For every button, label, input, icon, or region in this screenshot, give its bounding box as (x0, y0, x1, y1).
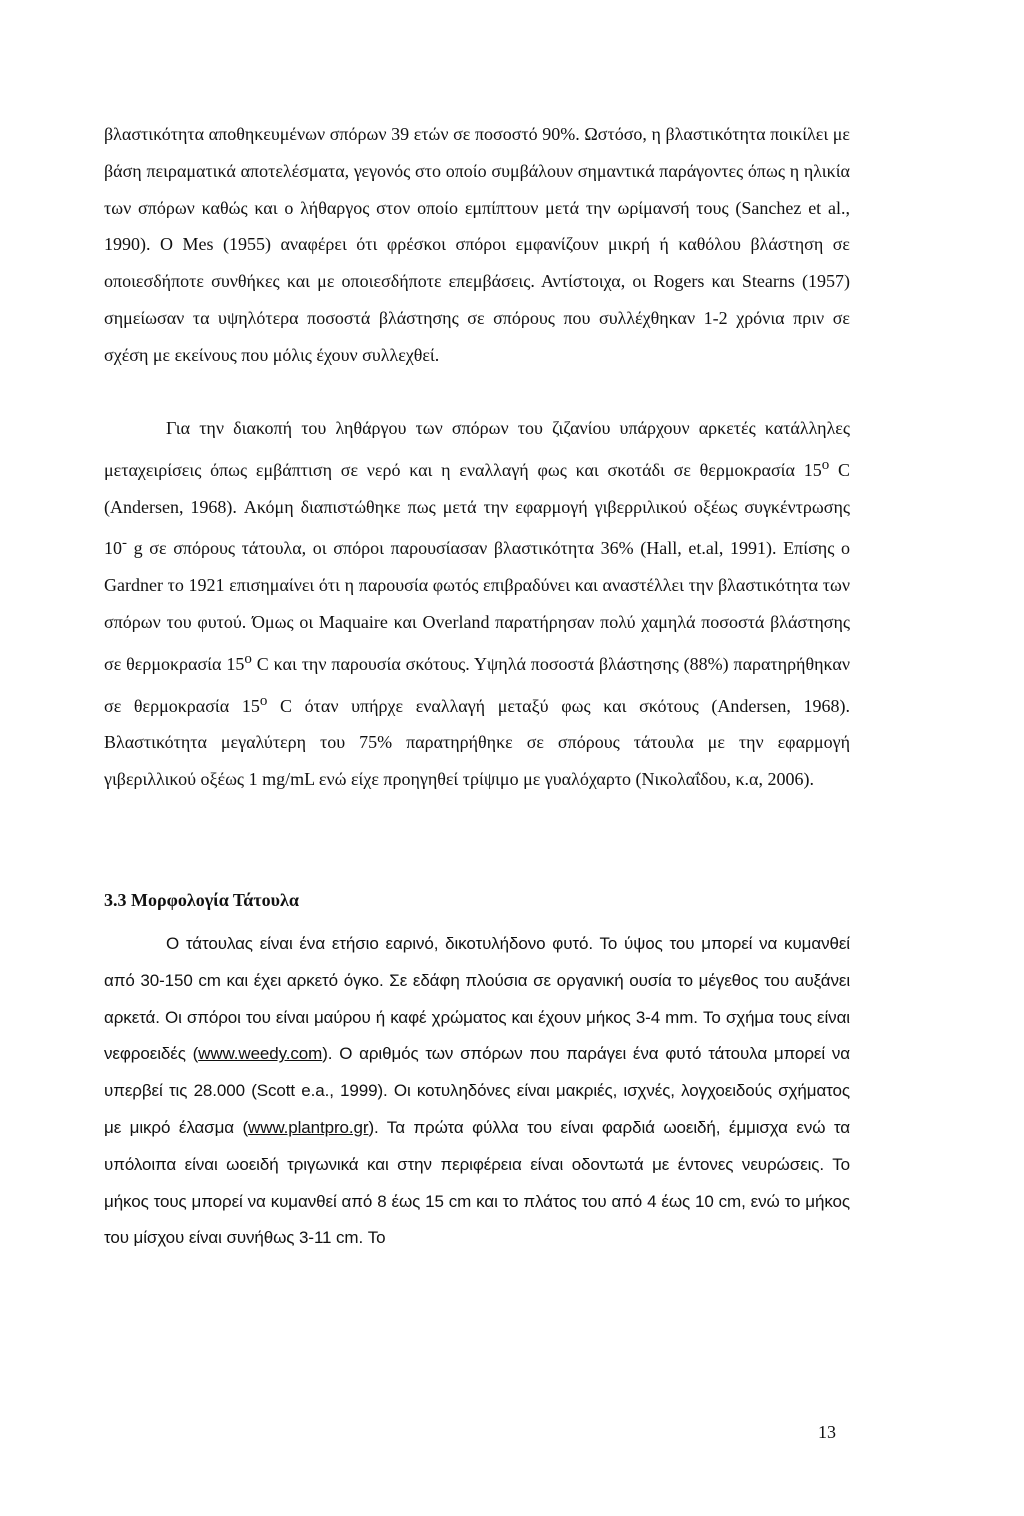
paragraph-seed-germination (104, 116, 850, 374)
paragraph-text: Ο τάτουλας είναι ένα ετήσιο εαρινό, δικοτυλήδονο φυτό. Το ύψος του μπορεί να κυμανθεί από 30-150 cm και έχει αρκετό όγκο. Σε εδάφη πλούσια σε οργανική ουσία το μέγεθος του αυξάνει αρκετά. Οι σπόροι του είναι μαύρου ή καφέ χρώματος και έχουν μήκος 3-4 mm. Το σχήμα τους είναι νεφροειδές ( (104, 934, 850, 1064)
paragraph-text: C (Andersen, 1968). Ακόμη διαπιστώθηκε πως μετά την εφαρμογή γιβερριλικού οξέως συγκέντρωσης 10 (104, 459, 850, 559)
paragraph-text: βλαστικότητα αποθηκευμένων σπόρων 39 ετών σε ποσοστό 90%. Ωστόσο, η βλαστικότητα ποικίλει με βάση πειραματικά αποτελέσματα, γεγονός στο οποίο συμβάλουν σημαντικά παράγοντες όπως η ηλικία των σπόρων καθώς και ο λήθαργος στον οποίο εμπίπτουν μετά την ωρίμανσή τους (Sanchez et al., 1990). Ο Mes (1955) αναφέρει ότι φρέσκοι σπόροι εμφανίζουν μικρή ή καθόλου βλάστηση σε οποιεσδήποτε συνθήκες και με οποιεσδήποτε επεμβάσεις. Αντίστοιχα, οι Rogers και Stearns (1957) σημείωσαν τα υψηλότερα ποσοστά βλάστησης σε σπόρους που συλλέχθηκαν 1-2 χρόνια πριν σε σχέση με εκείνους που μόλις έχουν συλλεχθεί. (104, 124, 850, 365)
page-number: 13 (818, 1422, 836, 1442)
section-heading: 3.3 Μορφολογία Τάτουλα (104, 890, 299, 910)
paragraph-text: ). Τα πρώτα φύλλα του είναι φαρδιά ωοειδή, έμμισχα ενώ τα υπόλοιπα είναι ωοειδή τριγωνικά και στην περιφέρεια είναι οδοντωτά με έντονες νευρώσεις. Το μήκος τους μπορεί να κυμανθεί από 8 έως 15 cm και το πλάτος του από 4 έως 10 cm, ενώ το μήκος του μίσχου είναι συνήθως 3-11 cm. Το (104, 1117, 850, 1248)
paragraph-morphology (104, 926, 850, 1257)
paragraph-text: Για την διακοπή του ληθάργου των σπόρων του ζιζανίου υπάρχουν αρκετές κατάλληλες μεταχειρίσεις όπως εμβάπτιση σε νερό και η εναλλαγή φως και σκοτάδι σε θερμοκρασία 15 (104, 418, 850, 480)
superscript-degree: o (244, 650, 252, 667)
paragraph-dormancy-treatments (104, 410, 850, 798)
paragraph-text: g σε σπόρους τάτουλα, οι σπόροι παρουσίασαν βλαστικότητα 36% (Hall, et.al, 1991). Επίσης ο Gardner το 1921 επισημαίνει ότι η παρουσία φωτός επιβραδύνει και αναστέλλει την βλαστικότητα των σπόρων του φυτού. Όμως οι Maquaire και Overland παρατήρησαν πολύ χαμηλά ποσοστά βλάστησης σε θερμοκρασία 15 (104, 538, 850, 674)
plantpro-link[interactable]: www.plantpro.gr (248, 1117, 369, 1137)
superscript-exponent: - (122, 535, 127, 552)
paragraph-text: C όταν υπήρχε εναλλαγή μεταξύ φως και σκότους (Andersen, 1968). Βλαστικότητα μεγαλύτερη του 75% παρατηρήθηκε σε σπόρους τάτουλα με την εφαρμογή γιβεριλλικού οξέως 1 mg/mL ενώ είχε προηγηθεί τρίψιμο με γυαλόχαρτο (Νικολαΐδου, κ.α, 2006). (104, 695, 850, 790)
weedy-link[interactable]: www.weedy.com (198, 1044, 323, 1064)
paragraph-text: C και την παρουσία σκότους. Υψηλά ποσοστά βλάστησης (88%) παρατηρήθηκαν σε θερμοκρασία 15 (104, 653, 850, 716)
superscript-degree: o (821, 456, 830, 473)
paragraph-text: ). Ο αριθμός των σπόρων που παράγει ένα φυτό τάτουλα μπορεί να υπερβεί τις 28.000 (Scott e.a., 1999). Οι κοτυληδόνες είναι μακριές, ισχνές, λογχοειδούς σχήματος με μικρό έλασμα ( (104, 1044, 850, 1137)
superscript-degree: o (259, 692, 268, 709)
